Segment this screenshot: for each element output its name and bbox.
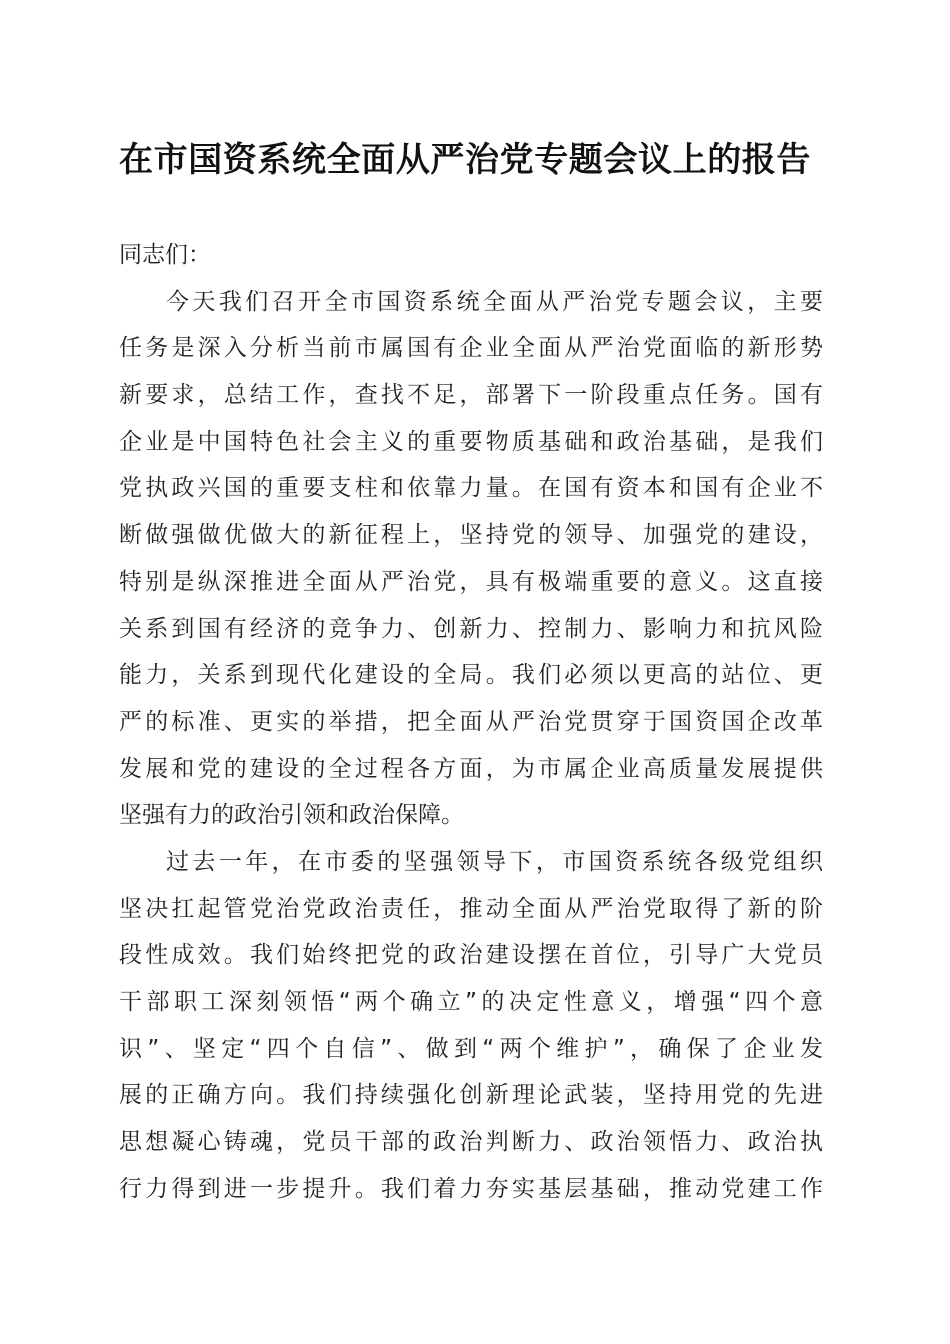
paragraph-line: 企业是中国特色社会主义的重要物质基础和政治基础，是我们 <box>119 428 823 455</box>
paragraph-line: 段性成效。我们始终把党的政治建设摆在首位，引导广大党员 <box>119 942 823 969</box>
paragraph-line: 识”、坚定“四个自信”、做到“两个维护”，确保了企业发 <box>119 1035 823 1062</box>
paragraph-2 <box>119 839 823 1213</box>
paragraph-line: 过去一年，在市委的坚强领导下，市国资系统各级党组织 <box>166 848 823 875</box>
paragraph-line: 能力，关系到现代化建设的全局。我们必须以更高的站位、更 <box>119 662 823 689</box>
paragraph-line: 干部职工深刻领悟“两个确立”的决定性意义，增强“四个意 <box>119 989 823 1015</box>
paragraph-line: 坚决扛起管党治党政治责任，推动全面从严治党取得了新的阶 <box>119 895 823 922</box>
paragraph-line: 断做强做优做大的新征程上，坚持党的领导、加强党的建设， <box>119 522 823 549</box>
paragraph-line: 行力得到进一步提升。我们着力夯实基层基础，推动党建工作 <box>119 1175 823 1202</box>
paragraph-line: 任务是深入分析当前市属国有企业全面从严治党面临的新形势 <box>119 335 823 362</box>
document-title: 在市国资系统全面从严治党专题会议上的报告 <box>119 140 811 180</box>
document-body <box>119 232 823 1212</box>
paragraph-line: 今天我们召开全市国资系统全面从严治党专题会议，主要 <box>166 288 823 315</box>
paragraph-line: 特别是纵深推进全面从严治党，具有极端重要的意义。这直接 <box>119 568 823 595</box>
salutation: 同志们： <box>119 242 211 268</box>
paragraph-1 <box>119 279 823 839</box>
paragraph-line: 坚强有力的政治引领和政治保障。 <box>119 802 464 829</box>
paragraph-line: 严的标准、更实的举措，把全面从严治党贯穿于国资国企改革 <box>119 708 823 735</box>
paragraph-line: 关系到国有经济的竞争力、创新力、控制力、影响力和抗风险 <box>119 615 823 642</box>
paragraph-line: 发展和党的建设的全过程各方面，为市属企业高质量发展提供 <box>119 755 823 782</box>
paragraph-line: 展的正确方向。我们持续强化创新理论武装，坚持用党的先进 <box>119 1082 823 1109</box>
paragraph-line: 思想凝心铸魂，党员干部的政治判断力、政治领悟力、政治执 <box>119 1129 823 1156</box>
paragraph-line: 党执政兴国的重要支柱和依靠力量。在国有资本和国有企业不 <box>119 475 823 502</box>
paragraph-line: 新要求，总结工作，查找不足，部署下一阶段重点任务。国有 <box>119 382 823 409</box>
